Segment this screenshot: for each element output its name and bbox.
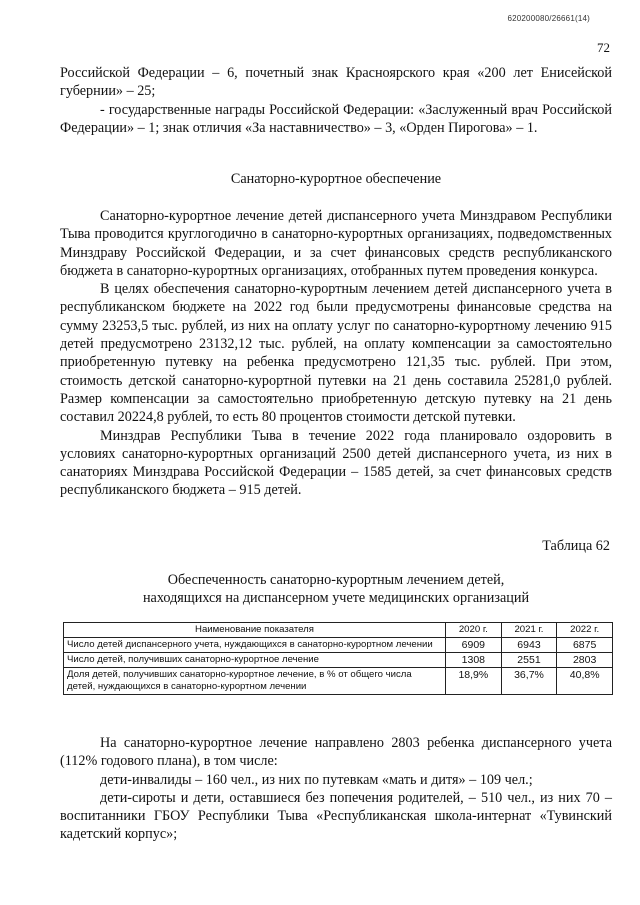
- table-title: [60, 571, 612, 607]
- header-2022: 2022 г.: [557, 623, 613, 638]
- cell-2020: 6909: [446, 638, 502, 653]
- table-row: [64, 653, 613, 668]
- header-2021: 2021 г.: [501, 623, 557, 638]
- header-indicator: Наименование показателя: [64, 623, 446, 638]
- row-name: Число детей, получивших санаторно-курортное лечение: [64, 653, 446, 668]
- header-2020: 2020 г.: [446, 623, 502, 638]
- intro-paragraph-2: - государственные награды Российской Федерации: «Заслуженный врач Российской Федерации» – 1; знак отличия «За наставничество» – 3, «Орден Пирогова» – 1.: [60, 101, 612, 136]
- section-heading: Санаторно-курортное обеспечение: [230, 171, 442, 187]
- closing-paragraph-1: На санаторно-курортное лечение направлено 2803 ребенка диспансерного учета (112% годового плана), в том числе:: [60, 735, 612, 770]
- closing-paragraph-3: дети-сироты и дети, оставшиеся без попечения родителей, – 510 чел., из них 70 – воспитанники ГБОУ Республики Тыва «Республиканская школа-интернат «Тувинский кадетский корпус»;: [60, 789, 612, 843]
- section-paragraph-3: Минздрав Республики Тыва в течение 2022 года планировало оздоровить в условиях санаторно-курортных организаций 2500 детей диспансерного учета, из них в санаториях Минздрава Российской Федерации – 1585 детей, за счет финансовых средств республиканского бюджета – 915 детей.: [60, 427, 612, 499]
- table-label: Таблица 62: [542, 538, 610, 554]
- table-row: [64, 638, 613, 653]
- cell-2020: 1308: [446, 653, 502, 668]
- cell-2021: 2551: [501, 653, 557, 668]
- table-title-line-2: находящихся на диспансерном учете медицинских организаций: [142, 590, 530, 606]
- table-header-row: [64, 623, 613, 638]
- cell-2022: 2803: [557, 653, 613, 668]
- cell-2021: 6943: [501, 638, 557, 653]
- document-id: 620200080/26661(14): [507, 14, 590, 23]
- page-number: 72: [597, 40, 610, 55]
- closing-paragraph-2: дети-инвалиды – 160 чел., из них по путевкам «мать и дитя» – 109 чел.;: [100, 771, 533, 788]
- cell-2022: 6875: [557, 638, 613, 653]
- cell-2021: 36,7%: [501, 668, 557, 695]
- table-title-line-1: Обеспеченность санаторно-курортным лечением детей,: [167, 572, 505, 588]
- section-paragraph-2: В целях обеспечения санаторно-курортным лечением детей диспансерного учета в республиканском бюджете на 2022 год были предусмотрены финансовые средства на сумму 23253,5 тыс. рублей, из них на оплату услуг по санаторно-курортному лечению 915 детей предусмотрено 23132,12 тыс. рублей, на оплату компенсации за самостоятельно приобретенную путевку на ребенка предусмотрено 121,35 тыс. рублей. При этом, стоимость детской санаторно-курортной путевки на 21 день составила 25281,0 рублей. Размер компенсации за самостоятельно приобретенную детскую путевку на 21 день составил 20224,8 рублей, то есть 80 процентов стоимости детской путевки.: [60, 281, 612, 426]
- intro-paragraph-1: Российской Федерации – 6, почетный знак Красноярского края «200 лет Енисейской губернии» – 25;: [60, 65, 612, 100]
- section-paragraph-1: Санаторно-курортное лечение детей диспансерного учета Минздравом Республики Тыва проводится круглогодично в санаторно-курортных организациях, подведомственных Минздраву Российской Федерации, и за счет финансовых средств республиканского бюджета в санаторно-курортных организациях, отобранных путем проведения конкурса.: [60, 208, 612, 279]
- cell-2022: 40,8%: [557, 668, 613, 695]
- section-body: [60, 207, 612, 500]
- row-name: Число детей диспансерного учета, нуждающихся в санаторно-курортном лечении: [64, 638, 446, 653]
- cell-2020: 18,9%: [446, 668, 502, 695]
- row-name: Доля детей, получивших санаторно-курортное лечение, в % от общего числа детей, нуждающихся в санаторно-курортном лечении: [64, 668, 446, 695]
- data-table: [63, 622, 613, 695]
- intro-block: [60, 64, 612, 137]
- table-row: [64, 668, 613, 695]
- closing-block: [60, 734, 612, 844]
